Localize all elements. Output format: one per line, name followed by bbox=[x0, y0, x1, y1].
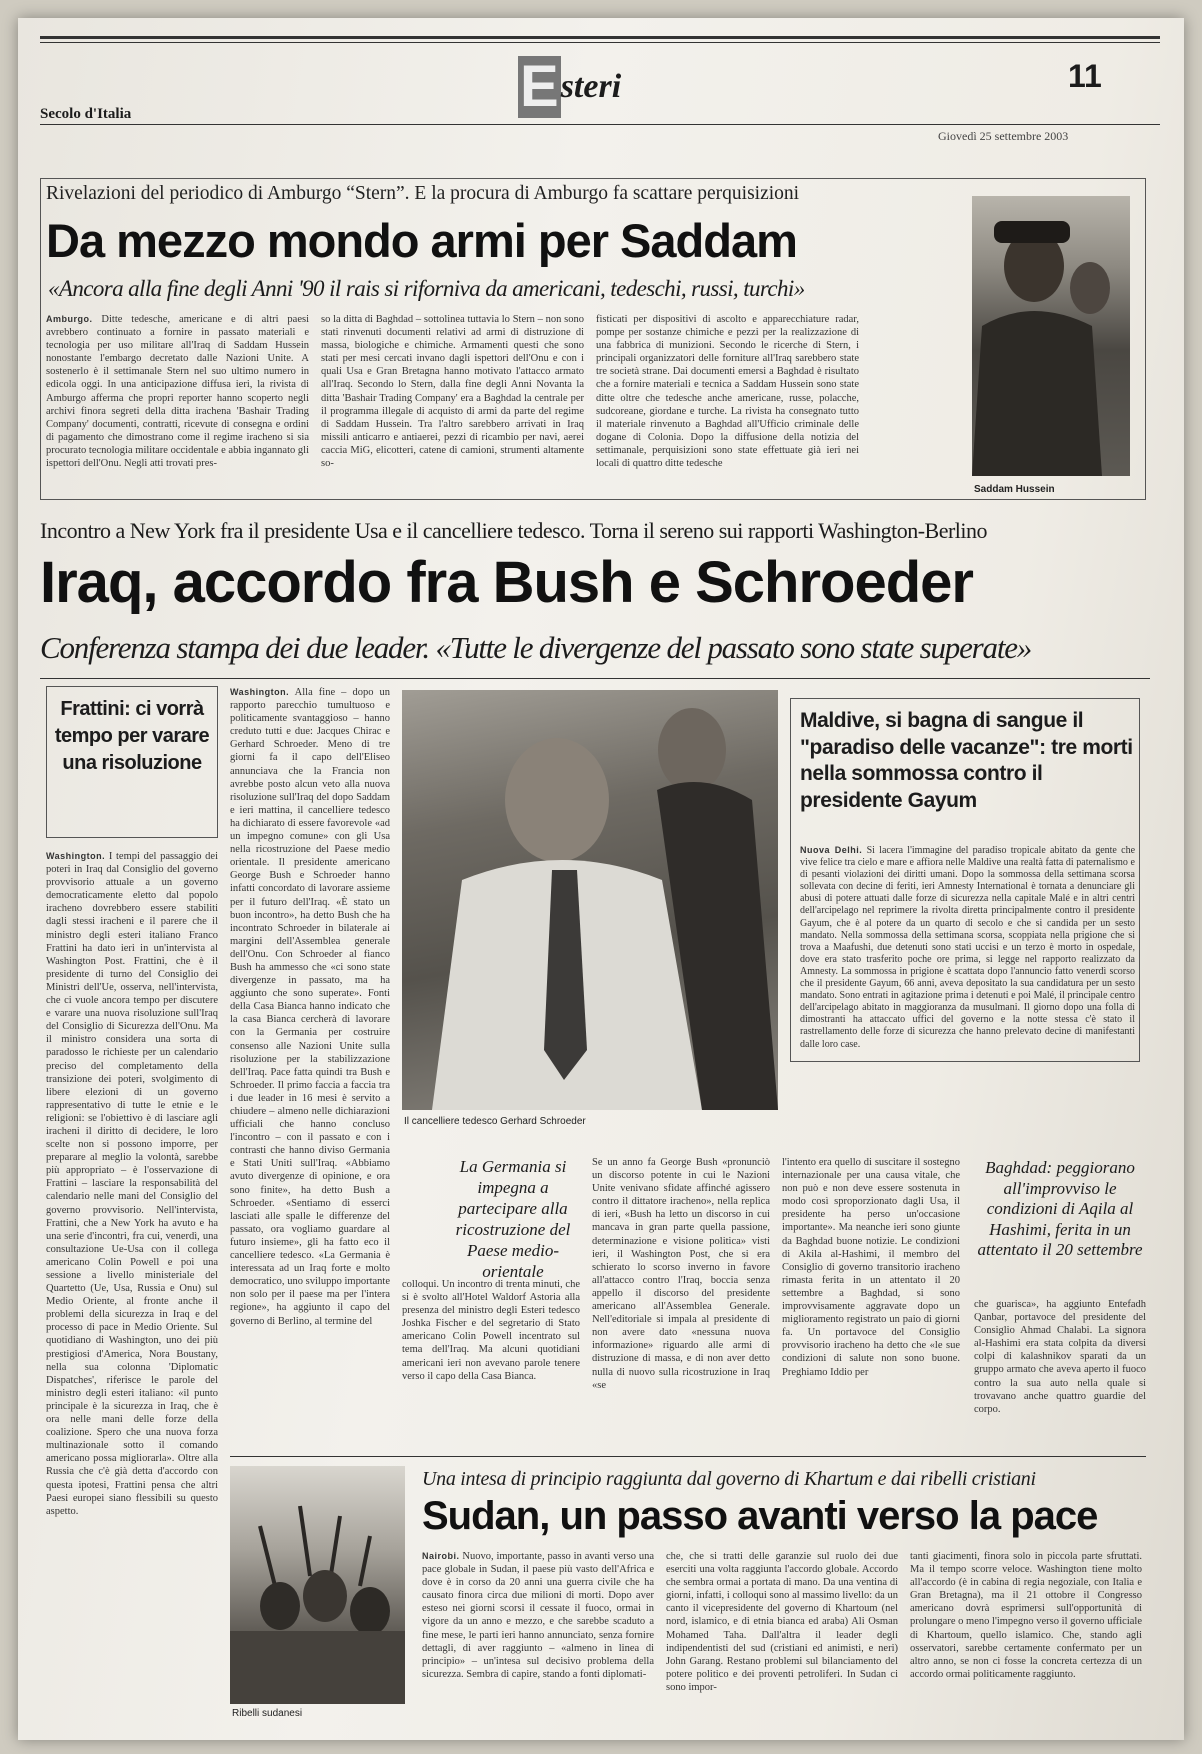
bush-col-4: l'intento era quello di suscitare il sostegno internazionale per una causa vitale, che non può e non deve essere sostenuta in modo così sproporzionato dagli Usa, il presidente ha perso un'occasione importante». Ma neanche ieri sono giunte da Baghdad buone notizie. Le condizioni di Akila al-Hashimi, il membro del Consiglio di governo transitorio iracheno rimasta ferita in un attentato il 20 settembre a Baghdad, si sono improvvisamente aggravate dopo un miglioramento registrato un paio di giorni fa. Un portavoce del Consiglio provvisorio iracheno ha detto che «le sue condizioni di salute non sono buone. Preghiamo Iddio per bbox=[782, 1157, 960, 1378]
saddam-subhead: «Ancora alla fine degli Anni '90 il rais si riforniva da americani, tedeschi, russi, turchi» bbox=[48, 276, 805, 301]
schroeder-photo-caption: Il cancelliere tedesco Gerhard Schroeder bbox=[404, 1116, 586, 1127]
bush-headline: Iraq, accordo fra Bush e Schroeder bbox=[40, 550, 973, 615]
paper-name: Secolo d'Italia bbox=[40, 106, 132, 122]
frattini-dateline: Washington. bbox=[46, 851, 106, 861]
masthead-rule bbox=[40, 124, 1160, 125]
frattini-headline: Frattini: ci vorrà tempo per varare una risoluzione bbox=[54, 698, 210, 774]
bush-rule bbox=[40, 678, 1150, 679]
sudan-headline: Sudan, un passo avanti verso la pace bbox=[422, 1494, 1098, 1538]
page-number: 11 bbox=[1068, 58, 1102, 94]
schroeder-photo bbox=[402, 690, 778, 1110]
section-initial: E bbox=[520, 54, 559, 119]
bush-col-3: Se un anno fa George Bush «pronunciò un discorso potente in cui le Nazioni Unite venivano sfidate affinché agissero contro il dittatore iracheno», nella replica di ieri, «Bush ha letto un discorso in cui mancava in gran parte quella passione, determinazione e visione politica» visti ieri, il Washington Post, che si era schierato lo scorso inverno in favore all'attacco contro l'Iraq, boccia senza appello il discorso del presidente americano all'Assemblea Generale. Nell'editoriale si impala al presidente di non avere dato «nessuna nuova informazione» riguardo alle armi di distruzione di massa, e di non aver detto nulla di nuovo sulla ricostruzione in Iraq «se bbox=[592, 1157, 770, 1391]
sudan-kicker: Una intesa di principio raggiunta dal governo di Khartum e dai ribelli cristiani bbox=[422, 1468, 1036, 1490]
top-rule-thin bbox=[40, 42, 1160, 43]
section-title bbox=[518, 56, 621, 118]
sudan-rule bbox=[230, 1456, 1146, 1457]
bush-subhead: Conferenza stampa dei due leader. «Tutte le divergenze del passato sono state superate» bbox=[40, 630, 1032, 665]
saddam-photo bbox=[972, 196, 1130, 476]
bush-col-2: colloqui. Un incontro di trenta minuti, che si è svolto all'Hotel Waldorf Astoria alla presenza del ministro degli Esteri tedesco Joshka Fischer e del segretario di Stato americano Colin Powell incentrato sul tema dell'Iraq. Ma alcuni quotidiani americani ieri non avevano parole tenere verso il capo della Casa Bianca. bbox=[402, 1279, 580, 1382]
newspaper-page bbox=[18, 18, 1184, 1740]
sudan-photo bbox=[230, 1466, 405, 1704]
bush-dateline: Washington. bbox=[230, 687, 290, 697]
sudan-photo-figure bbox=[230, 1466, 405, 1704]
hashimi-body: che guarisca», ha aggiunto Entefadh Qanbar, portavoce del presidente del Consiglio Ahmad Chalabi. La signora al-Hashimi era stata colpita da diversi colpi di kalashnikov sparati da un gruppo armato che aveva aperto il fuoco contro la sua auto nella quale si trovavano anche quattro guardie del corpo. bbox=[974, 1299, 1146, 1415]
saddam-col-3: fisticati per dispositivi di ascolto e apparecchiature radar, pompe per sostanze chimiche e pezzi per la realizzazione di una fabbrica di munizioni. Secondo le ricerche di Stern, i principali organizzatori delle forniture all'Iraq sarebbero state tre società strane. Dai documenti emersi a Baghdad è risultato che a fornire materiali e tecnica a Saddam Hussein sono state ditte oltre che tedesche anche americane, russe, polacche, sudcoreane, giordane e turche. La rivista ha consegnato tutto il materiale rinvenuto a Baghdad all'Ufficio criminale delle dogane di Colonia. Dopo la diffusione della notizia del settimanale, perquisizioni sono state effettuate già ieri nei locali di quattro ditte tedesche bbox=[596, 314, 859, 470]
section-rest: steri bbox=[560, 68, 622, 105]
saddam-dateline: Amburgo. bbox=[46, 314, 93, 324]
saddam-kicker: Rivelazioni del periodico di Amburgo “Stern”. E la procura di Amburgo fa scattare perquisizioni bbox=[46, 183, 800, 204]
sudan-col-1: Nairobi. Nuovo, importante, passo in avanti verso una pace globale in Sudan, il paese più vasto dell'Africa e dove è in corso da 20 anni una guerra civile che ha causato finora circa due milioni di morti. Dopo aver esteso nei giorni scorsi il cessate il fuoco, ormai in vigore da un anno e mezzo, e che sarebbe scaduto a fine mese, le parti ieri hanno annunciato, senza fornire dettagli, di aver raggiunto – «almeno in linea di principio» – un'intesa sul decisivo problema della sicurezza. Sembra di capire, stando a fonti diplomati- bbox=[422, 1551, 654, 1680]
sudan-col-3: tanti giacimenti, finora solo in piccola parte sfruttati. Ma il tempo scorre veloce. Washington tiene molto all'accordo (è in cabina di regia negoziale, con Italia e Gran Bretagna), ma il 21 ottobre il Congresso americano dovrà esprimersi sull'opportunità di prolungare o meno l'impegno verso il governo ufficiale di Khartoum, quello islamico. Che, stando agli osservatori, sarebbe certamente confermato per un altro anno, se non ci fosse la concreta certezza di un accordo ormai politicamente raggiunto. bbox=[910, 1551, 1142, 1680]
frattini-body: Washington. I tempi del passaggio dei poteri in Iraq dal Consiglio del governo provvisorio attuale a un governo democraticamente eletto dal popolo iracheno dovrebbero essere stabiliti dagli stessi iracheni e il parere che il ministro degli esteri italiano Franco Frattini ha dato ieri in un'intervista al Washington Post. Frattini, che è il presidente di turno del Consiglio dei Ministri dell'Ue, osserva, nell'intervista, che ci vuole ancora tempo per discutere e varare una nuova risoluzione sull'Iraq del Consiglio di Sicurezza dell'Onu. Ma il ministro considera una sorta di paradosso le richieste per un calendario preciso del completamento della transizione dei poteri, svolgimento di libere elezioni di un governo rappresentativo di tutte le etnie e le religioni: se l'obiettivo è di lasciare agli iracheni il diritto di decidere, le loro scelte non si possono imporre, per preparare al meglio la volontà, sarebbe più appropriato – è l'osservazione di Frattini – lasciare la responsabilità del calendario nelle mani del Consiglio del governo provvisorio. Nell'intervista, Frattini, che a New York ha avuto e ha una serie d'incontri, fra cui, venerdì, una consultazione Ue-Usa con il collega americano Colin Powell e poi una sessione a livello ministeriale del Quartetto (Ue, Usa, Russia e Onu) sul Medio Oriente, al fronte anche il problemi della sicurezza in Iraq e del processo di pace in Medio Oriente. Sul quotidiano di Washington, uno dei più prestigiosi d'America, Nora Boustany, nella sua colonna 'Diplomatic Dispatches', riferisce le parole del ministro degli esteri italiano: «il punto principale è la sicurezza in Iraq, che è ora nelle mani delle forze della coalizione. Spero che una nuova forza multinazionale sotto il comando americano possa migliorarla». Oltre alla Russia che c'è già detta d'accordo con questa ipotesi, Frattini pensa che altri Paesi europei siano flessibili su questo aspetto. bbox=[46, 851, 218, 1517]
sudan-dateline: Nairobi. bbox=[422, 1551, 460, 1561]
hashimi-headline: Baghdad: peggiorano all'improvviso le condizioni di Aqila al Hashimi, ferita in un attentato il 20 settembre bbox=[977, 1158, 1143, 1259]
maldive-dateline: Nuova Delhi. bbox=[800, 845, 863, 855]
sudan-col-2: che, che si tratti delle garanzie sul ruolo dei due eserciti una volta raggiunta l'accordo globale. Accordo che sembra ormai a portata di mano. Da una ventina di giorni, infatti, i colloqui sono al massimo livello: da un canto il vicepresidente del governo di Khartoum (nel nord, islamico, e di etnia bianca ed araba) Ali Osman Mohamed Taha. Dall'altra il leader degli indipendentisti del sud (cristiani ed animisti, e neri) John Garang. Restano problemi sul bilanciamento del potere politico e dei proventi petroliferi. In Sudan ci sono impor- bbox=[666, 1551, 898, 1693]
saddam-photo-caption: Saddam Hussein bbox=[974, 484, 1055, 495]
sudan-photo-caption: Ribelli sudanesi bbox=[232, 1708, 303, 1719]
saddam-col-1: Amburgo. Ditte tedesche, americane e di altri paesi avrebbero continuato a fornire in passato materiali e tecnologia per uso militare all'Iraq di Saddam Hussein nonostante l'embargo decretato dalle Nazioni Unite. A sostenerlo è il settimanale Stern nel suo ultimo numero in edicola oggi. In una anticipazione diffusa ieri, la rivista di Amburgo afferma che propri reporter hanno scoperto negli archivi finora segreti della ditta irachena 'Bashair Trading Company' documenti, contratti, ricevute di consegna e ordini di pagamento che dimostrano come il regime iracheno si sia procurato tecnologia militare occidentale e abbia ingannato gli ispettori dell'Onu. Negli atti trovati pres- bbox=[46, 314, 309, 470]
top-rule bbox=[40, 36, 1160, 39]
bush-pullquote: La Germania si impegna a partecipare alla ricostruzione del Paese medio-orientale bbox=[455, 1157, 571, 1281]
maldive-headline: Maldive, si bagna di sangue il "paradiso delle vacanze": tre morti nella sommossa contro il presidente Gayum bbox=[800, 709, 1133, 812]
saddam-headline: Da mezzo mondo armi per Saddam bbox=[46, 214, 797, 267]
issue-date: Giovedì 25 settembre 2003 bbox=[938, 129, 1069, 143]
saddam-col-2: so la ditta di Baghdad – sottolinea tuttavia lo Stern – non sono stati rinvenuti documenti relativi ad armi di distruzione di massa, biologiche e chimiche. Armamenti questi che sono stati per mesi cercati invano dagli ispettori dell'Onu e con i quali Usa e Gran Bretagna hanno motivato l'attacco armato all'Iraq. Secondo lo Stern, dalla fine degli Anni Novanta la ditta 'Bashair Trading Company' era a Baghdad la centrale per il programma illegale di acquisto di armi da parte del regime di Saddam Hussein. Tra l'altro sarebbero arrivati in Iraq missili anticarro e antiaerei, pezzi di ricambio per navi, aerei caccia MiG, elicotteri, catene di camioni, strumenti altamente so- bbox=[321, 314, 584, 470]
bush-col-1: Washington. Alla fine – dopo un rapporto parecchio tumultuoso e politicamente svantaggioso – hanno creduto tutti e due: Jacques Chirac e Gerhard Schroeder. Meno di tre giorni fa il capo dell'Eliseo annunciava che la Francia non avrebbe posto alcun veto alla nuova risoluzione sull'Iraq del dopo Saddam e ieri mattina, il cancelliere tedesco ha dichiarato di essere favorevole «ad un impegno comune» con gli Usa nella ricostruzione del Paese medio orientale. Il presidente americano George Bush e Schroeder hanno infatti concordato di lavorare assieme per il futuro dell'Iraq. «È stato un buon incontro», ha detto Bush che ha incontrato Schroeder in bilaterale ai margini dell'Assemblea generale dell'Onu. Con Schroeder al fianco Bush ha ammesso che «ci sono state divergenze in passato, ma ha aggiunto che sono superate». Fonti della Casa Bianca hanno indicato che la casa Bianca cercherà di lavorare con la Germania per costruire consenso alle Nazioni Unite sulla risoluzione per la stabilizzazione dell'Iraq. Pace fatta quindi tra Bush e Schroeder. Il primo faccia a faccia tra i due leader in 16 mesi è servito a chiudere – almeno nelle dichiarazioni ufficiali che hanno concluso l'incontro – con il passato e con i contrasti che hanno diviso Germania e Stati Uniti sull'Iraq. «Abbiamo avuto divergenze di opinione, e ora sono finite», ha detto Bush a Schroeder. «Sentiamo di esserci lasciati alle spalle le differenze del passato, ora vogliamo guardare al futuro insieme», gli ha fatto eco il cancelliere tedesco. «La Germania è interessata ad un Iraq forte e molto democratico, uno sviluppo importante non solo per il paese ma per l'intera regione», ha aggiunto il capo del governo di Berlino, al termine del bbox=[230, 687, 390, 1327]
schroeder-photo-figure bbox=[402, 690, 778, 1110]
maldive-body: Nuova Delhi. Si lacera l'immagine del paradiso tropicale abitato da gente che vive felice tra cielo e mare e affiora nelle Maldive una realtà fatta di paternalismo e di pesanti violazioni dei diritti umani. Dopo la sommossa della settimana scorsa sollevata con decine di feriti, ieri Amnesty International è tornata a denunciare gli abusi di potere attuati dalle forze di sicurezza nella capitale Malé e in altri centri dell'arcipelago nel reprimere la rivolta diretta principalmente contro il presidente Gayum, che è al potere da un quarto di secolo e che si candida per un sesto mandato. Nella sommossa della settimana scorsa, scoppiata nella prigione che si trova a Maafushi, due detenuti sono stati uccisi e un terzo è morto in ospedale, dove era stato trasferito poche ore prima, si legge nel rapporto realizzato da Amnesty. La sommossa in prigione è scattata dopo l'annuncio fatto venerdì scorso che il presidente Gayum, 66 anni, aveva depositato la sua candidatura per un sesto mandato. Sono entrati in agitazione prima i detenuti e poi Malé, il principale centro dell'arcipelago abitato in maggioranza da musulmani. Il giorno dopo una folla di dimostranti ha attaccato uffici del governo e la notte stessa c'è stato il rastrellamento delle forze di sicurezza che hanno prelevato decine di manifestanti dalle loro case. bbox=[800, 845, 1135, 1050]
bush-kicker: Incontro a New York fra il presidente Usa e il cancelliere tedesco. Torna il sereno sui rapporti Washington-Berlino bbox=[40, 518, 988, 543]
saddam-photo-figure bbox=[972, 196, 1130, 476]
